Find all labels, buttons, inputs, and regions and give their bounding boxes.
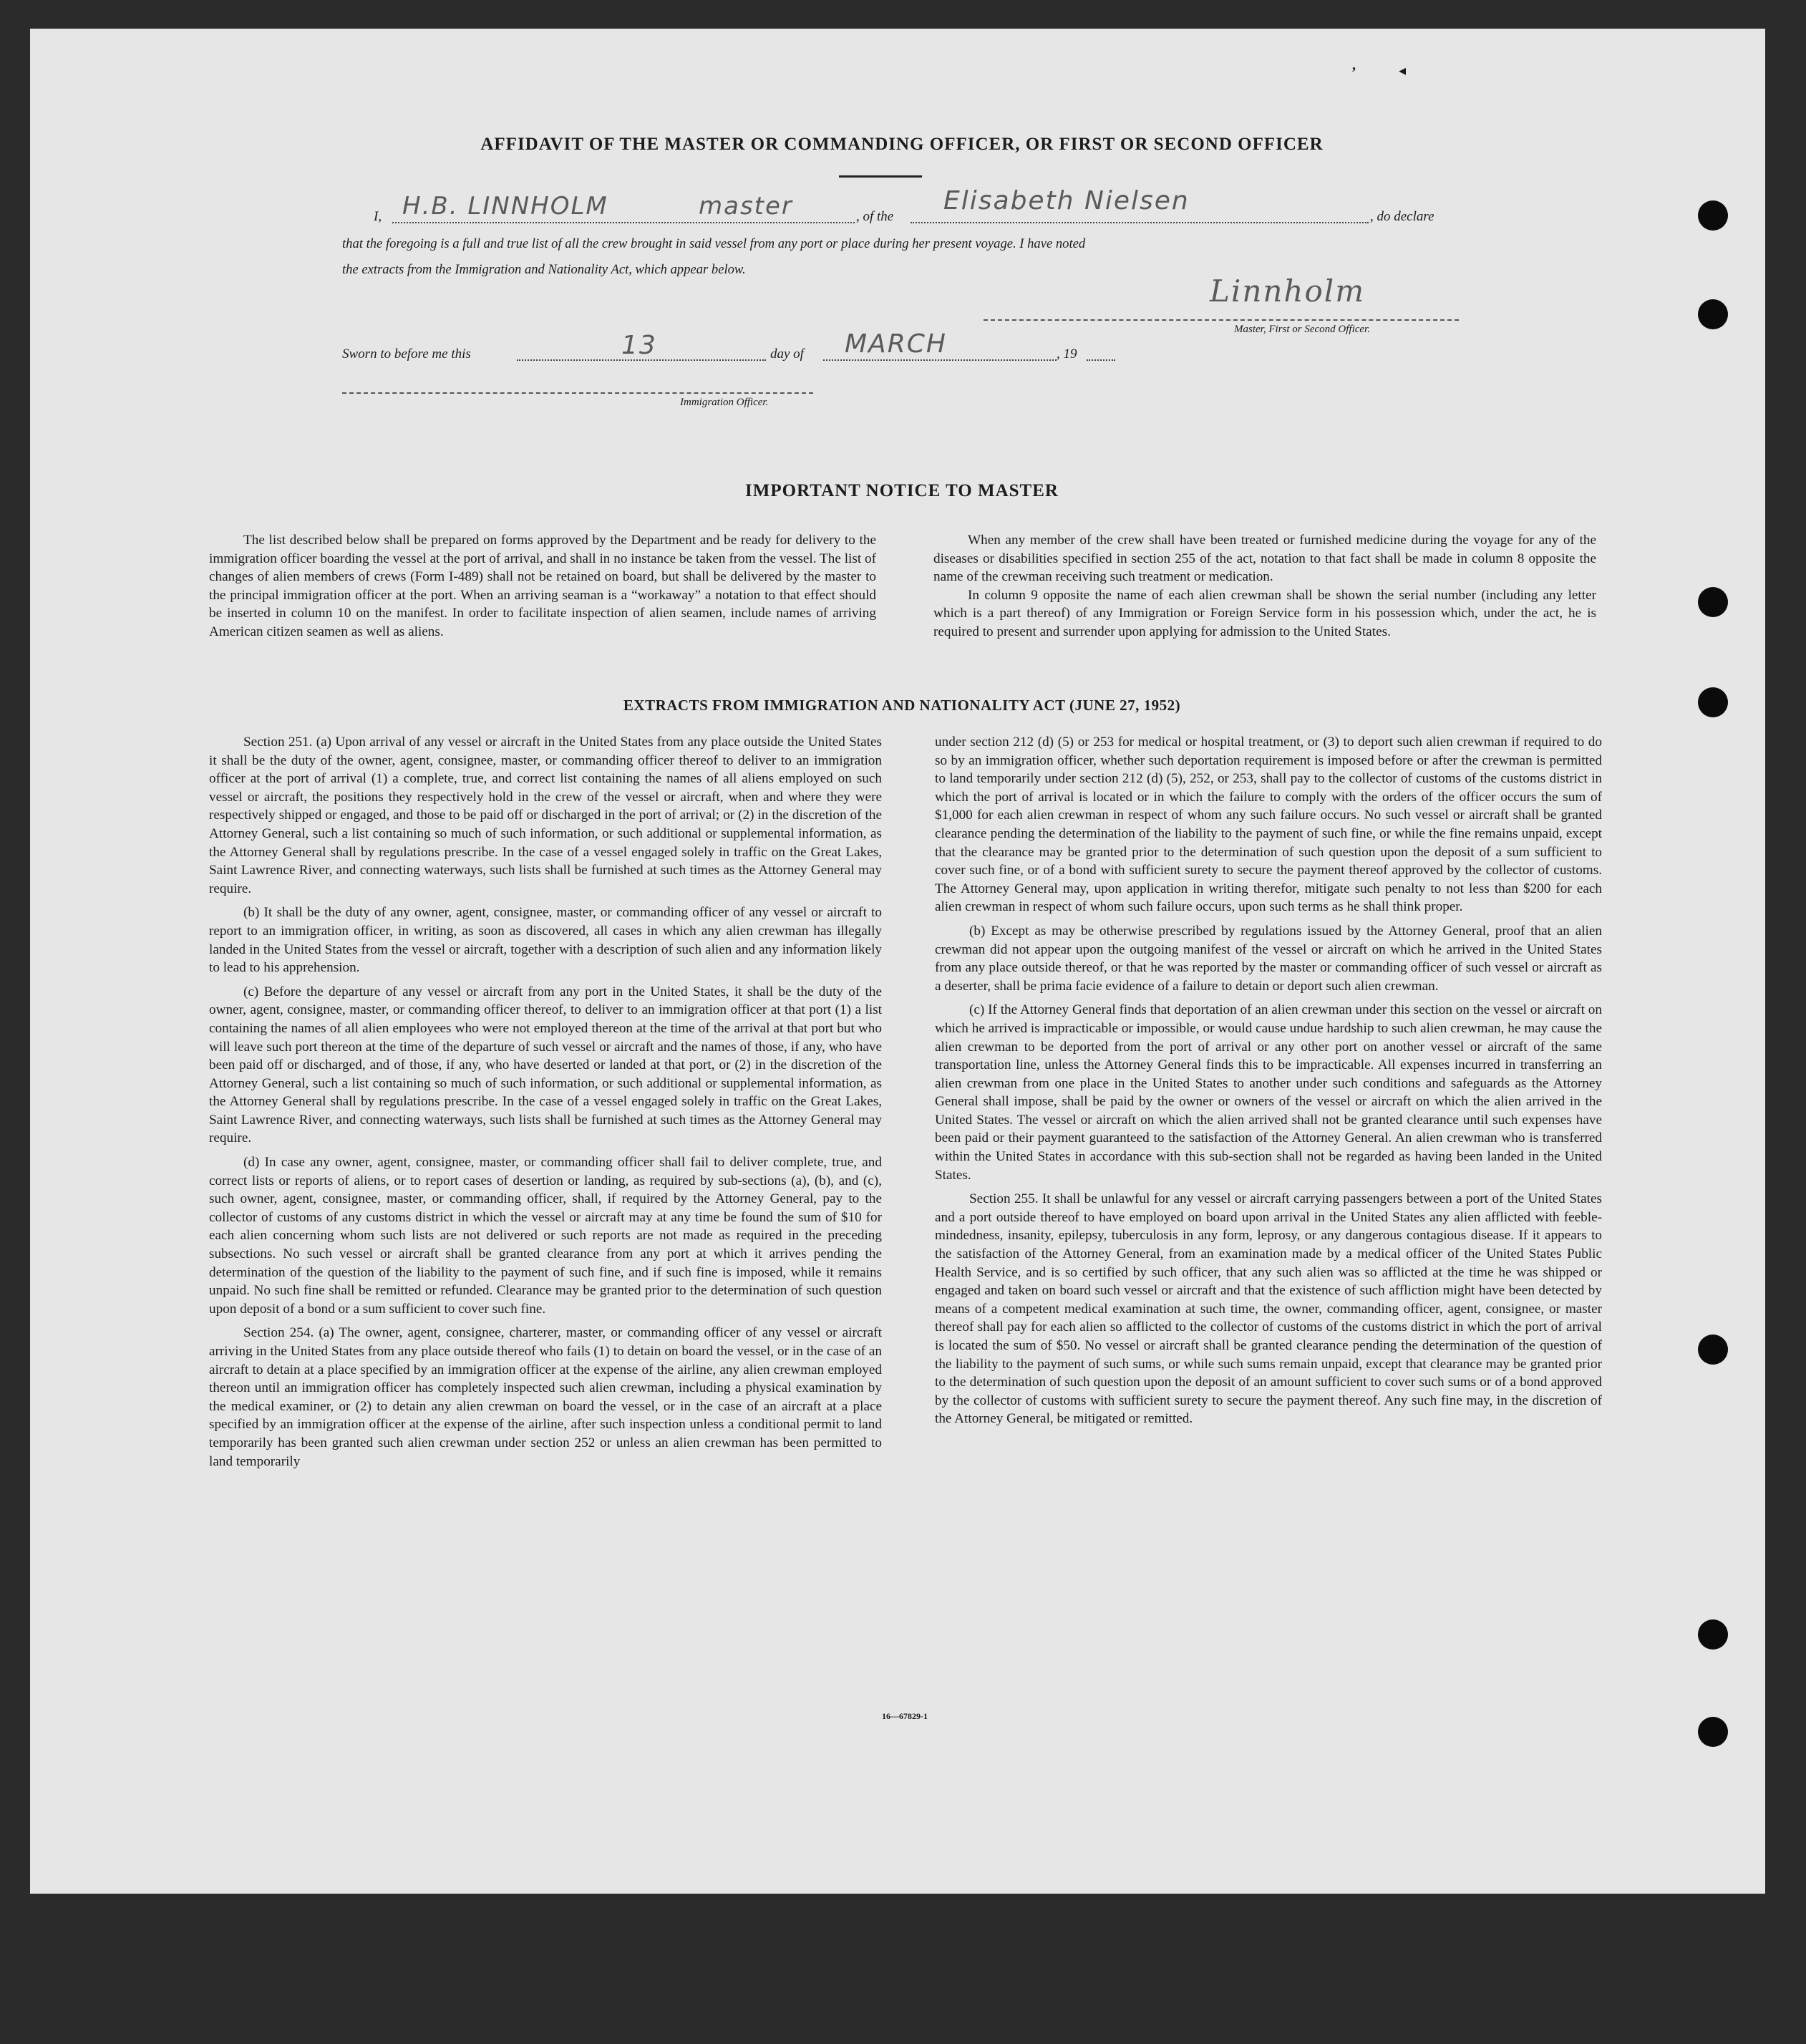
scan-mark: ’ — [1351, 64, 1356, 80]
title-underline — [839, 175, 922, 178]
notice-paragraph: When any member of the crew shall have been treated or furnished medicine during the voyage for any of the diseases or disabilities specified in section 255 of the act, notation to that fact shall be made in column 8 opposite the name of the crewman receiving such treatment or medication. — [933, 533, 1596, 585]
extract-paragraph: (d) In case any owner, agent, consignee, master, or commanding officer shall fail to deliver complete, true, and correct lists or reports of aliens, or to report cases of desertion or landing, as required by sub-sections (a), (b), and (c), such owner, agent, consignee, master, or commanding officer, shall, if required by the Attorney General, pay to the collector of customs of any customs district in which the vessel or aircraft may at any time be found the sum of $10 for each alien concerning whom such lists are not delivered or such reports are not made as required in the preceding subsections. No such vessel or aircraft shall be granted clearance from any port at which it arrives pending the determination of the question of the liability to the payment of such fine, and if such fine is imposed, while it remains unpaid. No such fine shall be remitted or refunded. Clearance may be granted prior to the determination of such question upon deposit of a bond or a sum sufficient to cover such fine. — [209, 1155, 882, 1317]
extract-paragraph: (c) Before the departure of any vessel or aircraft from any port in the United States, it shall be the duty of the owner, agent, consignee, master, or commanding officer thereof, to deliver to an immigration officer at that port (1) a list containing the names of all alien employees who were not employed thereon at the time of the arrival at that port but who will leave such port thereon at the time of the departure of such vessel or aircraft and the names of those, if any, who have been paid off or discharged, and of those, if any, who have deserted or landed at that port, or (2) in the discretion of the Attorney General, such a list containing so much of such information, or such additional or supplemental information, as the Attorney General shall by regulations prescribe. In the case of a vessel engaged solely in traffic on the Great Lakes, Saint Lawrence River, and connecting waterways, such lists shall be furnished at such times as the Attorney General may require. — [209, 984, 882, 1146]
notice-left-column — [209, 531, 876, 641]
master-name-line — [392, 222, 855, 223]
extracts-right-column — [935, 733, 1602, 1434]
notice-paragraph: In column 9 opposite the name of each alien crewman shall be shown the serial number (including any letter which is a part thereof) of any Immigration or Foreign Service form in his possession which, under the act, he is required to present and surrender upon applying for admission to the United States. — [933, 587, 1596, 639]
punch-hole — [1698, 200, 1728, 231]
year-label: , 19 — [1057, 347, 1077, 362]
extract-paragraph: Section 255. It shall be unlawful for any vessel or aircraft carrying passengers between a port of the United States and a port outside thereof to have employed on board upon arrival in the United States any alien afflicted with feeble-mindedness, insanity, epilepsy, tuberculosis in any form, leprosy, or any dangerous contagious disease. If it appears to the satisfaction of the Attorney General, from an examination made by a medical officer of the United States Public Health Service, and is so certified by such officer, that any such alien was so afflicted at the time he was shipped or engaged and taken on board such vessel or aircraft and that the existence of such affliction might have been detected by means of a competent medical examination at such time, the owner, commanding officer, agent, consignee, or master thereof shall pay for each alien so afflicted to the collector of customs of the customs district in which the port of arrival is located the sum of $50. No vessel or aircraft shall be granted clearance pending the determination of the question of the liability to the payment of such sums, or while such sums remain unpaid, except that clearance may be granted prior to the determination of such question upon the deposit of an amount sufficient to cover such sums or of a bond approved by the collector of customs with sufficient surety to secure the payment thereof. Any such fine may, in the discretion of the Attorney General, be mitigated or remitted. — [935, 1191, 1602, 1427]
signature-line — [984, 319, 1459, 321]
officer-signature-line — [342, 392, 813, 394]
master-signature: Linnholm — [1210, 273, 1366, 309]
punch-hole — [1698, 1619, 1728, 1650]
form-number: 16—67829-1 — [882, 1711, 928, 1721]
punch-hole — [1698, 687, 1728, 717]
master-rank-handwritten: master — [699, 192, 793, 221]
extract-paragraph: Section 254. (a) The owner, agent, consignee, charterer, master, or commanding officer of any vessel or aircraft arriving in the United States from any place outside thereof who fails (1) to detain on board the vessel, or in the case of an aircraft to detain at a place specified by an immigration officer at the expense of the airline, any alien crewman employed thereon until an immigration officer has completely inspected such alien crewman, including a physical examination by the medical examiner, or (2) to detain any alien crewman on board the vessel, or in the case of an aircraft at a place specified by an immigration officer at the expense of the airline, after such inspection unless a conditional permit to land temporarily has been granted such alien crewman under section 252 or unless an alien crewman has been permitted to land temporarily — [209, 1325, 882, 1469]
extract-paragraph: (c) If the Attorney General finds that deportation of an alien crewman under this section on the vessel or aircraft on which he arrived is impracticable or impossible, or would cause undue hardship to such alien crewman, he may cause the alien crewman to be deported from the port of arrival or any other port on another vessel or aircraft of the same transportation line, unless the Attorney General finds this to be impracticable. All expenses incurred in transferring an alien crewman from one place in the United States to another under such conditions and safeguards as the Attorney General shall impose, shall be paid by the owner or owners of the vessel or aircraft on which the alien arrived in the United States. The vessel or aircraft on which the alien arrived shall not be granted clearance until such expenses have been paid or their payment guaranteed to the satisfaction of the Attorney General. An alien crewman who is transferred within the United States in accordance with this sub-section shall not be regarded as having been landed in the United States. — [935, 1002, 1602, 1183]
of-the-label: , of the — [856, 209, 894, 224]
extracts-title: EXTRACTS FROM IMMIGRATION AND NATIONALITY ACT (JUNE 27, 1952) — [623, 697, 1181, 714]
scan-mark: ◂ — [1399, 63, 1407, 79]
master-name-handwritten: H.B. LINNHOLM — [402, 192, 608, 221]
notice-right-column — [933, 531, 1596, 641]
extract-paragraph: Section 251. (a) Upon arrival of any vessel or aircraft in the United States from any place outside the United States it shall be the duty of the owner, agent, consignee, master, or commanding officer thereof to deliver to an immigration officer at the port of arrival (1) a complete, true, and correct list containing the names of all aliens employed on such vessel or aircraft, the positions they respectively hold in the crew of the vessel or aircraft, when and where they were respectively shipped or engaged, and those to be paid off or discharged in the port of arrival; or (2) in the discretion of the Attorney General, such a list containing so much of such information, or such additional or supplemental information, as the Attorney General shall by regulations prescribe. In the case of a vessel engaged solely in traffic on the Great Lakes, Saint Lawrence River, and connecting waterways, such lists shall be furnished at such times as the Attorney General may require. — [209, 735, 882, 896]
declaration-line-2: the extracts from the Immigration and Nationality Act, which appear below. — [342, 262, 746, 277]
sworn-day-handwritten: 13 — [621, 331, 657, 360]
declaration-line-1: that the foregoing is a full and true list of all the crew brought in said vessel from any port or place during her present voyage. I have noted — [342, 236, 1086, 251]
sworn-label: Sworn to before me this — [342, 347, 471, 362]
punch-hole — [1698, 299, 1728, 329]
officer-caption: Immigration Officer. — [680, 397, 769, 408]
do-declare-label: , do declare — [1370, 209, 1434, 224]
punch-hole — [1698, 1335, 1728, 1365]
signature-caption: Master, First or Second Officer. — [1234, 324, 1370, 335]
affidavit-i-label: I, — [374, 209, 382, 224]
notice-title: IMPORTANT NOTICE TO MASTER — [745, 481, 1059, 500]
sworn-month-line — [823, 359, 1057, 361]
vessel-name-line — [911, 222, 1369, 223]
punch-hole — [1698, 587, 1728, 617]
extracts-left-column — [209, 733, 882, 1476]
affidavit-title: AFFIDAVIT OF THE MASTER OR COMMANDING OFFICER, OR FIRST OR SECOND OFFICER — [480, 135, 1324, 154]
sworn-month-handwritten: MARCH — [845, 329, 947, 359]
notice-paragraph: The list described below shall be prepared on forms approved by the Department and be ready for delivery to the immigration officer boarding the vessel at the port of arrival, and shall in no instance be taken from the vessel. The list of changes of alien members of crews (Form I-489) shall not be retained on board, but shall be delivered by the master to the principal immigration officer at the port. When an arriving seaman is a “workaway” a notation to that effect should be inserted in column 10 on the manifest. In order to facilitate inspection of alien seamen, include names of arriving American citizen seamen as well as aliens. — [209, 533, 876, 639]
year-line — [1087, 359, 1115, 361]
punch-hole — [1698, 1717, 1728, 1747]
vessel-name-handwritten: Elisabeth Nielsen — [943, 186, 1190, 215]
extract-paragraph: under section 212 (d) (5) or 253 for medical or hospital treatment, or (3) to deport such alien crewman if required to do so by an immigration officer, whether such deportation requirement is imposed before or after the crewman is permitted to land temporarily under section 212 (d) (5), 252, or 253, shall pay to the collector of customs of the customs district in which the port of arrival is located or in which the failure to comply with the orders of the officer occurs the sum of $1,000 for each alien crewman in respect of whom any such failure occurs. No such vessel or aircraft shall be granted clearance pending the determination of the liability to the payment of such fine, or while the fine remains unpaid, except that the clearance may be granted prior to the determination of such question upon the deposit of a sum sufficient to cover such fine, or of a bond with sufficient surety to secure the payment thereof approved by the collector of customs. The Attorney General may, upon application in writing therefor, mitigate such penalty to not less than $200 for each alien crewman in respect of whom such failure occurs, upon such terms as he shall think proper. — [935, 735, 1602, 915]
day-of-label: day of — [770, 347, 804, 362]
extract-paragraph: (b) Except as may be otherwise prescribed by regulations issued by the Attorney General, proof that an alien crewman did not appear upon the outgoing manifest of the vessel or aircraft on which he arrived in the United States from any place outside thereof, or that he was reported by the master or commanding officer of such vessel or aircraft as a deserter, shall be prima facie evidence of a failure to detain or deport such alien crewman. — [935, 923, 1602, 994]
extract-paragraph: (b) It shall be the duty of any owner, agent, consignee, master, or commanding officer of any vessel or aircraft to report to an immigration officer, in writing, as soon as discovered, all cases in which any alien crewman has illegally landed in the United States from the vessel or aircraft, together with a description of such alien and any information likely to lead to his apprehension. — [209, 905, 882, 976]
